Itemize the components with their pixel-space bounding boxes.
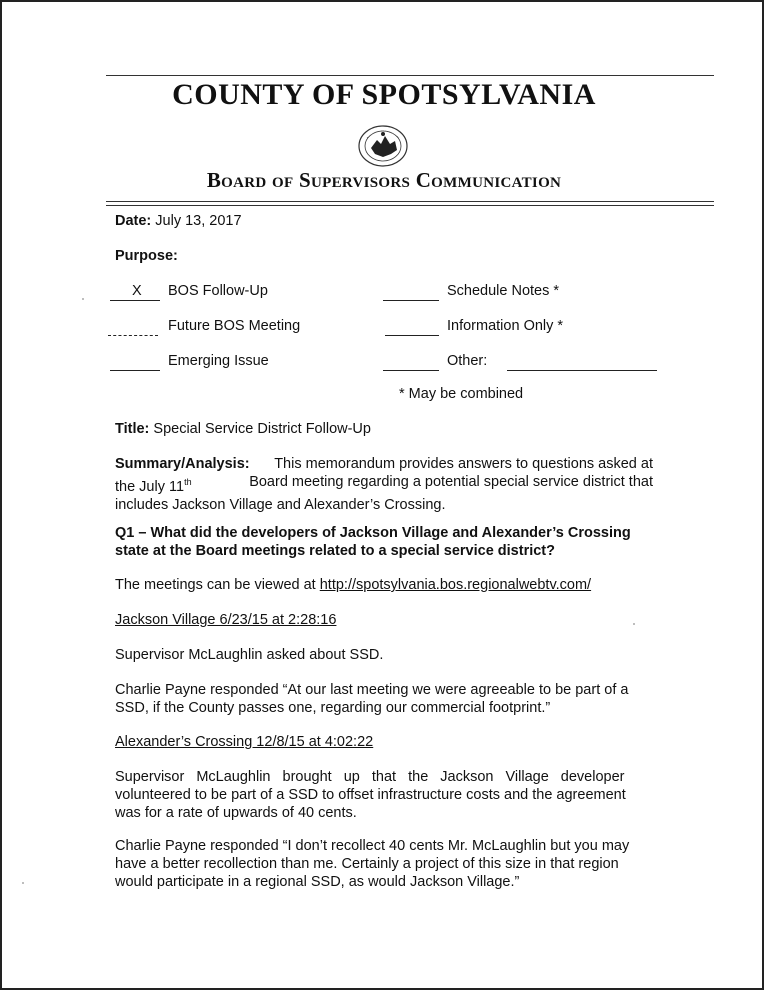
alexanders-p1 xyxy=(115,768,653,822)
summary-label: Summary/Analysis: xyxy=(115,456,250,472)
title-line xyxy=(115,420,371,438)
header-rule-upper xyxy=(106,201,714,202)
alexanders-p2-line-3: would participate in a regional SSD, as would Jackson Village.” xyxy=(115,874,520,890)
title-label: Title: xyxy=(115,421,150,437)
bos-followup-blank xyxy=(110,300,160,301)
jackson-village-p2-line-1: Charlie Payne responded “At our last meeting we were agreeable to be part of a xyxy=(115,682,629,698)
future-meeting-blank xyxy=(108,335,158,336)
summary-text-2b: Board meeting regarding a potential special service district that xyxy=(249,474,653,490)
q1-line-1: Q1 – What did the developers of Jackson Village and Alexander’s Crossing xyxy=(115,525,631,541)
schedule-notes-blank xyxy=(383,300,439,301)
alexanders-p1-line-2: volunteered to be part of a SSD to offset infrastructure costs and the agreement xyxy=(115,787,626,803)
emerging-issue-blank xyxy=(110,370,160,371)
jackson-village-p1: Supervisor McLaughlin asked about SSD. xyxy=(115,647,384,663)
summary-line-2 xyxy=(115,473,653,496)
alexanders-p2-line-2: have a better recollection than me. Certainly a project of this size in that region xyxy=(115,856,619,872)
county-seal-icon xyxy=(357,124,409,168)
board-title: Board of Supervisors Communication xyxy=(206,168,562,192)
alexanders-p1-line-3: was for a rate of upwards of 40 cents. xyxy=(115,805,357,821)
summary-line-1 xyxy=(115,455,653,473)
information-only-label: Information Only * xyxy=(447,318,564,334)
date-value: July 13, 2017 xyxy=(155,213,242,229)
information-only-blank xyxy=(385,335,439,336)
alexanders-p1-text-1: Supervisor McLaughlin brought up that the Jackson Village developer xyxy=(115,769,625,785)
alexanders-p2-line-1: Charlie Payne responded “I don’t recollect 40 cents Mr. McLaughlin but you may xyxy=(115,838,630,854)
other-value-blank xyxy=(507,370,657,371)
meetings-line xyxy=(115,576,591,594)
date-line xyxy=(115,212,242,230)
scan-speck xyxy=(633,623,635,625)
q1-line-2: state at the Board meetings related to a special service district? xyxy=(115,543,555,559)
jackson-village-heading: Jackson Village 6/23/15 at 2:28:16 xyxy=(115,612,337,628)
jackson-village-p2-line-2: SSD, if the County passes one, regarding our commercial footprint.” xyxy=(115,700,551,716)
summary-paragraph xyxy=(115,455,653,514)
scan-speck xyxy=(82,298,84,300)
bos-followup-label: BOS Follow-Up xyxy=(168,283,268,299)
other-blank xyxy=(383,370,439,371)
alexanders-p1-line-1 xyxy=(115,768,653,786)
title-value: Special Service District Follow-Up xyxy=(153,421,371,437)
summary-line-3: includes Jackson Village and Alexander’s Crossing. xyxy=(115,496,446,513)
summary-superscript: th xyxy=(184,477,192,487)
date-label: Date: xyxy=(115,213,152,229)
emerging-issue-label: Emerging Issue xyxy=(168,353,269,369)
header-rule-lower xyxy=(106,205,714,206)
future-meeting-label: Future BOS Meeting xyxy=(168,318,301,334)
alexanders-crossing-heading: Alexander’s Crossing 12/8/15 at 4:02:22 xyxy=(115,734,374,750)
alexanders-p2 xyxy=(115,837,655,891)
purpose-label: Purpose: xyxy=(115,248,178,264)
county-title: COUNTY OF SPOTSYLVANIA xyxy=(172,78,596,111)
summary-text-1: This memorandum provides answers to questions asked at xyxy=(274,456,653,472)
meetings-intro: The meetings can be viewed at xyxy=(115,577,316,593)
schedule-notes-label: Schedule Notes * xyxy=(447,283,560,299)
meetings-url-link[interactable]: http://spotsylvania.bos.regionalwebtv.com/ xyxy=(319,577,592,593)
bos-followup-mark: X xyxy=(132,283,142,299)
top-rule xyxy=(106,75,714,76)
purpose-footnote: * May be combined xyxy=(399,386,524,402)
scan-speck xyxy=(22,882,24,884)
other-label: Other: xyxy=(447,353,488,369)
summary-text-2a: the July 11 xyxy=(115,478,185,495)
